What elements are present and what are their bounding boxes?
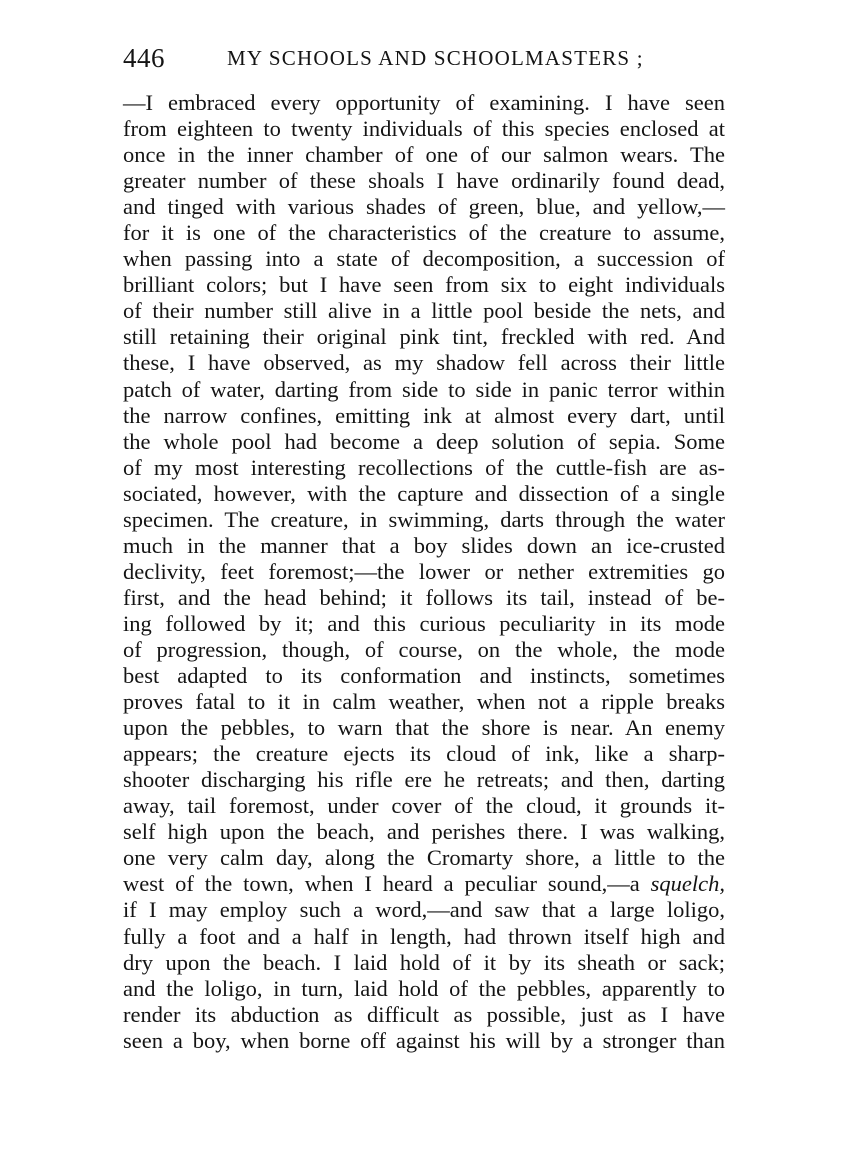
text-line: appears; the creature ejects its cloud of ink, like a sharp- [123,741,725,767]
text-line: the narrow confines, emitting ink at almost every dart, until [123,402,725,428]
text-line: once in the inner chamber of one of our salmon wears. The [123,142,725,168]
text-line: and tinged with various shades of green, blue, and yellow,— [123,194,725,220]
text-line: best adapted to its conformation and instincts, sometimes [123,663,725,689]
text-line: when passing into a state of decomposition, a succession of [123,246,725,272]
text-line: sociated, however, with the capture and dissection of a single [123,480,725,506]
text-line: first, and the head behind; it follows its tail, instead of be- [123,584,725,610]
text-line: dry upon the beach. I laid hold of it by its sheath or sack; [123,949,725,975]
text-line: patch of water, darting from side to side in panic terror within [123,376,725,402]
text-line: much in the manner that a boy slides down an ice-crusted [123,532,725,558]
text-line: for it is one of the characteristics of the creature to assume, [123,220,725,246]
text-line: specimen. The creature, in swimming, darts through the water [123,506,725,532]
text-line: and the loligo, in turn, laid hold of the pebbles, apparently to [123,975,725,1001]
text-line: render its abduction as difficult as possible, just as I have [123,1001,725,1027]
body-text [123,90,725,1054]
text-line: away, tail foremost, under cover of the cloud, it grounds it- [123,793,725,819]
running-title: MY SCHOOLS AND SCHOOLMASTERS ; [227,46,644,70]
text-line-with-italic [123,871,725,897]
text-line: one very calm day, along the Cromarty shore, a little to the [123,845,725,871]
text-line: upon the pebbles, to warn that the shore is near. An enemy [123,715,725,741]
text-line: of progression, though, of course, on the whole, the mode [123,636,725,662]
text-line: declivity, feet foremost;—the lower or nether extremities go [123,558,725,584]
text-line: self high upon the beach, and perishes there. I was walking, [123,819,725,845]
text-line: of my most interesting recollections of the cuttle-fish are as- [123,454,725,480]
text-line: seen a boy, when borne off against his will by a stronger than [123,1027,725,1053]
text-line: the whole pool had become a deep solution of sepia. Some [123,428,725,454]
text-line: from eighteen to twenty individuals of this species enclosed at [123,116,725,142]
text-segment: west of the town, when I heard a peculiar sound,—a [123,871,651,897]
text-line: proves fatal to it in calm weather, when not a ripple breaks [123,689,725,715]
text-line: brilliant colors; but I have seen from six to eight individuals [123,272,725,298]
text-line: fully a foot and a half in length, had thrown itself high and [123,923,725,949]
text-line: still retaining their original pink tint, freckled with red. And [123,324,725,350]
text-line: shooter discharging his rifle ere he retreats; and then, darting [123,767,725,793]
text-line: —I embraced every opportunity of examining. I have seen [123,90,725,115]
text-line: ing followed by it; and this curious peculiarity in its mode [123,610,725,636]
text-line: greater number of these shoals I have ordinarily found dead, [123,168,725,194]
page-number: 446 [123,43,165,73]
text-line: of their number still alive in a little pool beside the nets, and [123,298,725,324]
page-header [123,38,725,78]
text-line: these, I have observed, as my shadow fell across their little [123,350,725,376]
italic-word: squelch, [650,871,725,897]
text-line: if I may employ such a word,—and saw that a large loligo, [123,897,725,923]
